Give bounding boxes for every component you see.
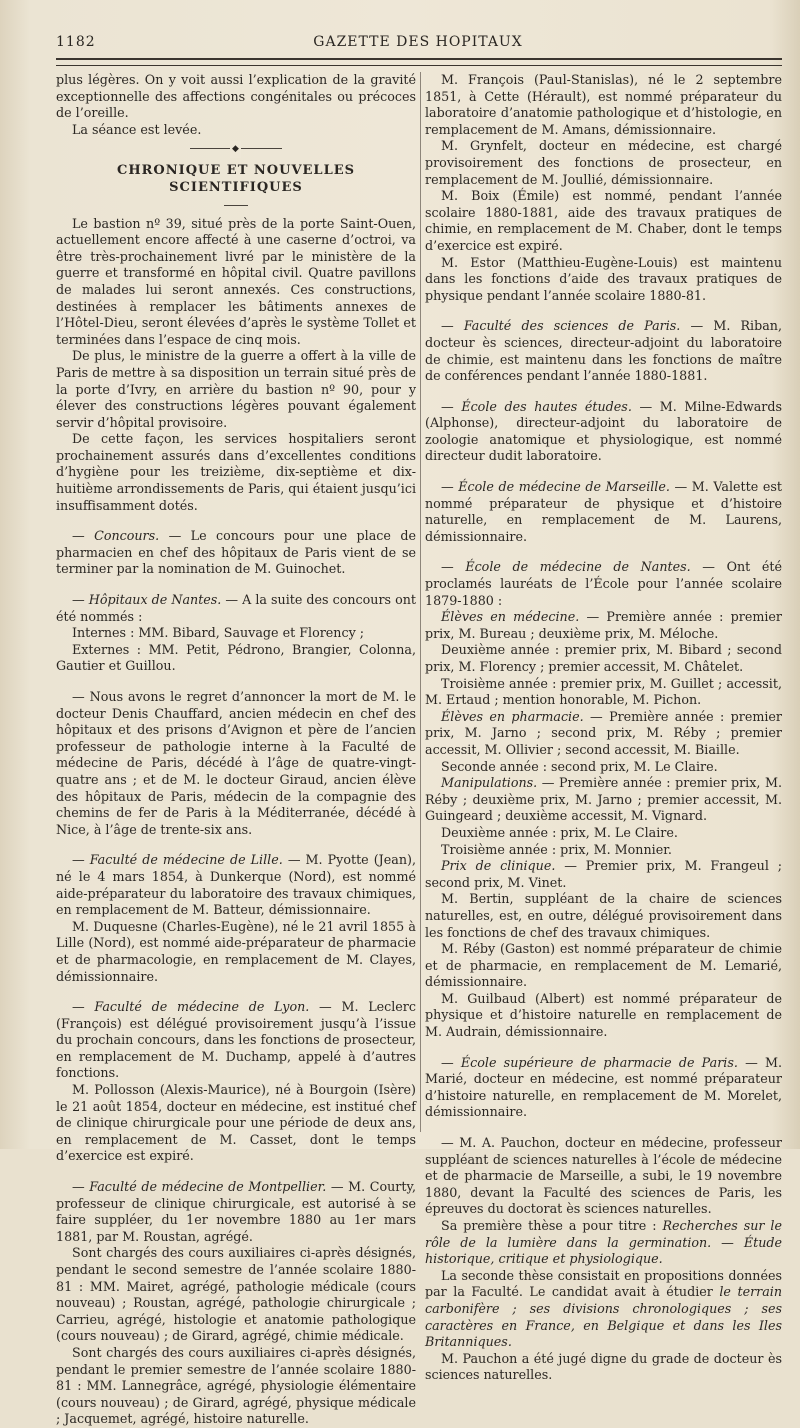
paragraph: Sa première thèse a pour titre : Recherches sur le rôle de la lumière dans la germination. — Étude historique, critique et physiologique. bbox=[425, 1218, 782, 1267]
rubric: Faculté de médecine de Lille. bbox=[89, 852, 283, 868]
paragraph: La séance est levée. bbox=[72, 121, 202, 137]
paragraph: — Faculté de médecine de Lyon. — M. Leclerc (François) est délégué provisoirement jusqu’à l’issue du prochain concours, dans les fonctions de prosecteur, en remplacement de M. Duchamp, appelé à d’autres fonctions. bbox=[56, 999, 416, 1081]
paragraph: Sont chargés des cours auxiliaires ci-après désignés, pendant le second semestre de l’année scolaire 1880-81 : MM. Mairet, agrégé, pathologie médicale (cours nouveau) ; Roustan, agrégé, pathologie chirurgicale ; Carrieu, agrégé, histologie et anatomie pathologique (cours nouveau) ; de Girard, agrégé, chimie médicale. bbox=[56, 1245, 416, 1344]
paragraph: Élèves en médecine. — Première année : premier prix, M. Bureau ; deuxième prix, M. Méloche. bbox=[425, 609, 782, 641]
paragraph: plus légères. On y voit aussi l’explication de la gravité exceptionnelle des affections congénitales ou précoces de l’oreille. bbox=[56, 72, 416, 121]
rubric: Faculté de médecine de Montpellier. bbox=[89, 1179, 327, 1195]
ornament-rule bbox=[190, 148, 282, 149]
thesis-subject: le terrain carbonifère ; ses divisions chronologiques ; ses caractères en France, en Belgique et dans les Iles Britanniques. bbox=[425, 1284, 782, 1350]
rubric: Manipulations. bbox=[441, 775, 538, 791]
rubric: Élèves en médecine. bbox=[441, 609, 580, 625]
paragraph: M. Duquesne (Charles-Eugène), né le 21 avril 1855 à Lille (Nord), est nommé aide-préparateur de pharmacie et de pharmacologie, en remplacement de M. Clayes, démissionnaire. bbox=[56, 918, 416, 984]
rubric: École de médecine de Nantes. bbox=[465, 559, 691, 575]
paragraph: M. Bertin, suppléant de la chaire de sciences naturelles, est, en outre, délégué provisoirement dans les fonctions de chef des travaux chimiques. bbox=[425, 891, 782, 940]
paragraph: — Nous avons le regret d’annoncer la mort de M. le docteur Denis Chauffard, ancien médecin en chef des hôpitaux et des prisons d’Avignon et père de l’ancien professeur de pathologie interne à la Faculté de médecine de Paris, décédé à l’âge de quatre-vingt-quatre ans ; et de M. le docteur Giraud, ancien élève des hôpitaux de Paris, médecin de la compagnie des chemins de fer de Paris à la Méditerranée, décédé à Nice, à l’âge de trente-six ans. bbox=[56, 689, 416, 837]
paragraph: Seconde année : second prix, M. Le Claire. bbox=[441, 758, 718, 774]
paragraph: M. Pauchon a été jugé digne du grade de docteur ès sciences naturelles. bbox=[425, 1350, 782, 1383]
paragraph: Troisième année : prix, M. Monnier. bbox=[441, 841, 672, 857]
left-column bbox=[56, 72, 416, 1428]
paragraph: — École de médecine de Marseille. — M. Valette est nommé préparateur de physique et d’histoire naturelle, en remplacement de M. Laurens, démissionnaire. bbox=[425, 479, 782, 544]
column-divider bbox=[420, 72, 421, 1132]
rubric: Prix de clinique. bbox=[441, 858, 556, 874]
paragraph: — Faculté de médecine de Montpellier. — M. Courty, professeur de clinique chirurgicale, est autorisé à se faire suppléer, du 1er novembre 1880 au 1er mars 1881, par M. Roustan, agrégé. bbox=[56, 1179, 416, 1244]
paragraph: — École supérieure de pharmacie de Paris. — M. Marié, docteur en médecine, est nommé préparateur d’histoire naturelle, en remplacement de M. Morelet, démissionnaire. bbox=[425, 1054, 782, 1120]
paragraph: Manipulations. — Première année : premier prix, M. Réby ; deuxième prix, M. Jarno ; premier accessit, M. Guingeard ; deuxième accessit, M. Vignard. bbox=[425, 775, 782, 824]
paragraph: Élèves en pharmacie. — Première année : premier prix, M. Jarno ; second prix, M. Réby ; premier accessit, M. Ollivier ; second accessit, M. Biaille. bbox=[425, 708, 782, 757]
rubric: École des hautes études. bbox=[461, 398, 632, 414]
paragraph: — École de médecine de Nantes. — Ont été proclamés lauréats de l’École pour l’année scolaire 1879-1880 : bbox=[425, 559, 782, 608]
paragraph: M. Grynfelt, docteur en médecine, est chargé provisoirement des fonctions de prosecteur, en remplacement de M. Joullié, démissionnaire. bbox=[425, 138, 782, 187]
paragraph: — Faculté de médecine de Lille. — M. Pyotte (Jean), né le 4 mars 1854, à Dunkerque (Nord), est nommé aide-préparateur du laboratoire des travaux chimiques, en remplacement de M. Batteur, démissionnaire. bbox=[56, 852, 416, 918]
rubric: Élèves en pharmacie. bbox=[441, 708, 584, 724]
page-number: 1182 bbox=[56, 34, 96, 50]
rubric: École supérieure de pharmacie de Paris. bbox=[460, 1054, 738, 1070]
journal-title: GAZETTE DES HOPITAUX bbox=[313, 34, 523, 50]
rubric: Faculté de médecine de Lyon. bbox=[94, 999, 310, 1015]
short-rule bbox=[224, 205, 248, 206]
page-header bbox=[56, 34, 780, 54]
rubric: Concours. bbox=[94, 528, 160, 544]
paragraph: — Concours. — Le concours pour une place de pharmacien en chef des hôpitaux de Paris vient de se terminer par la nomination de M. Guinochet. bbox=[56, 528, 416, 577]
paragraph: — Faculté des sciences de Paris. — M. Riban, docteur ès sciences, directeur-adjoint du laboratoire de chimie, est maintenu dans les fonctions de maître de conférences pendant l’année 1880-1881. bbox=[425, 318, 783, 384]
paragraph: M. Guilbaud (Albert) est nommé préparateur de physique et d’histoire naturelle en remplacement de M. Audrain, démissionnaire. bbox=[425, 990, 782, 1040]
header-rule bbox=[56, 58, 782, 66]
paragraph: La seconde thèse consistait en propositions données par la Faculté. Le candidat avait à étudier le terrain carbonifère ; ses divisions chronologiques ; ses caractères en France, en Belgique et dans les Iles Britanniques. bbox=[425, 1267, 782, 1350]
right-column bbox=[425, 72, 782, 1384]
paragraph: — Hôpitaux de Nantes. — A la suite des concours ont été nommés : bbox=[56, 592, 416, 624]
paragraph: M. François (Paul-Stanislas), né le 2 septembre 1851, à Cette (Hérault), est nommé préparateur du laboratoire d’anatomie pathologique et d’histologie, en remplacement de M. Amans, démissionnaire. bbox=[425, 72, 782, 137]
paragraph: De plus, le ministre de la guerre a offert à la ville de Paris de mettre à sa disposition un terrain situé près de la porte d’Ivry, en arrière du bastion nº 90, pour y élever des constructions légères pouvant également servir d’hôpital provisoire. bbox=[56, 348, 416, 430]
rubric: École de médecine de Marseille. bbox=[458, 479, 670, 495]
paragraph: Troisième année : premier prix, M. Guillet ; accessit, M. Ertaud ; mention honorable, M. Pichon. bbox=[425, 675, 782, 708]
section-title: CHRONIQUE ET NOUVELLES SCIENTIFIQUES bbox=[116, 163, 356, 195]
paragraph: Sont chargés des cours auxiliaires ci-après désignés, pendant le premier semestre de l’année scolaire 1880-81 : MM. Lannegrâce, agrégé, physiologie élémentaire (cours nouveau) ; de Girard, agrégé, physique médicale ; Jacquemet, agrégé, histoire naturelle. bbox=[56, 1344, 416, 1427]
paragraph: — M. A. Pauchon, docteur en médecine, professeur suppléant de sciences naturelles à l’école de médecine et de pharmacie de Marseille, a subi, le 19 novembre 1880, devant la Faculté des sciences de Paris, les épreuves du doctorat ès sciences naturelles. bbox=[425, 1135, 782, 1217]
thesis-title: Recherches sur le rôle de la lumière dans la germination. — Étude historique, critique et physiologique. bbox=[425, 1218, 782, 1267]
paragraph: De cette façon, les services hospitaliers seront prochainement assurés dans d’excellentes conditions d’hygiène pour les treizième, dix-septième et dix-huitième arrondissements de Paris, qui étaient jusqu’ici insuffisamment dotés. bbox=[56, 431, 416, 513]
paragraph: Prix de clinique. — Premier prix, M. Frangeul ; second prix, M. Vinet. bbox=[425, 858, 783, 890]
paragraph: M. Pollosson (Alexis-Maurice), né à Bourgoin (Isère) le 21 août 1854, docteur en médecine, est institué chef de clinique chirurgicale pour une période de deux ans, en remplacement de M. Casset, dont le temps d’exercice est expiré. bbox=[56, 1082, 416, 1164]
paragraph: Externes : MM. Petit, Pédrono, Brangier, Colonna, Gautier et Guillou. bbox=[56, 641, 416, 674]
paragraph: M. Réby (Gaston) est nommé préparateur de chimie et de pharmacie, en remplacement de M. Lemarié, démissionnaire. bbox=[425, 941, 782, 990]
paragraph: M. Estor (Matthieu-Eugène-Louis) est maintenu dans les fonctions d’aide des travaux pratiques de physique pendant l’année scolaire 1880-81. bbox=[425, 254, 782, 303]
paragraph: Deuxième année : prix, M. Le Claire. bbox=[441, 824, 678, 840]
paragraph: — École des hautes études. — M. Milne-Edwards (Alphonse), directeur-adjoint du laboratoire de zoologie anatomique et physiologique, est nommé directeur dudit laboratoire. bbox=[425, 398, 782, 464]
paragraph: Le bastion nº 39, situé près de la porte Saint-Ouen, actuellement encore affecté à une caserne d’octroi, va être très-prochainement livré par le ministère de la guerre et transformé en hôpital civil. Quatre pavillons de malades lui seront annexés. Ces constructions, destinées à remplacer les bâtiments annexes de l’Hôtel-Dieu, seront élevées d’après le système Tollet et terminées dans l’espace de cinq mois. bbox=[56, 215, 416, 347]
paragraph: Internes : MM. Bibard, Sauvage et Florency ; bbox=[72, 625, 365, 641]
rubric: Hôpitaux de Nantes. bbox=[88, 592, 222, 608]
rubric: Faculté des sciences de Paris. bbox=[463, 318, 681, 334]
paragraph: Deuxième année : premier prix, M. Bibard ; second prix, M. Florency ; premier accessit, M. Châtelet. bbox=[425, 642, 782, 674]
paragraph: M. Boix (Émile) est nommé, pendant l’année scolaire 1880-1881, aide des travaux pratiques de chimie, en remplacement de M. Chaber, dont le temps d’exercice est expiré. bbox=[425, 188, 782, 253]
